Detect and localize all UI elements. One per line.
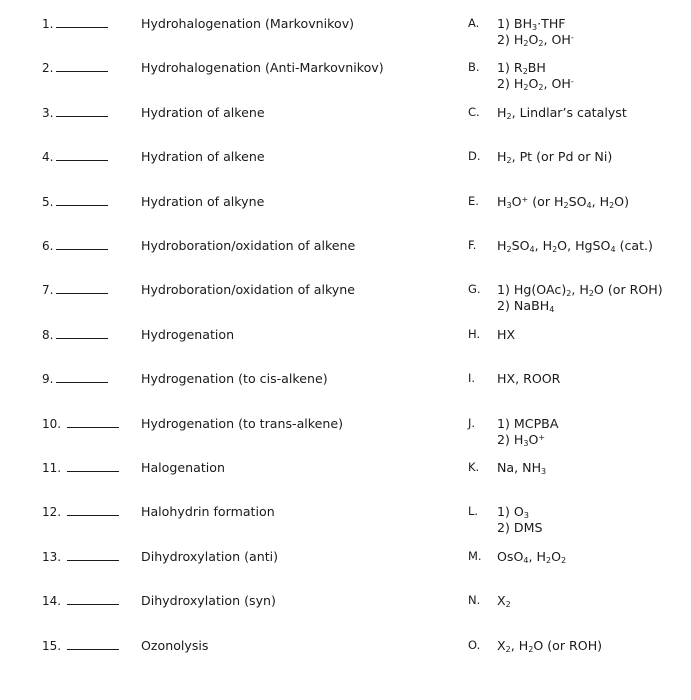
- answer-blank[interactable]: [67, 549, 119, 561]
- option-letter: B.: [468, 60, 480, 75]
- reagent-conditions: [497, 416, 558, 448]
- reagent-line: 2) DMS: [497, 520, 543, 536]
- question-number: 7.: [42, 282, 108, 297]
- option-letter: F.: [468, 238, 477, 252]
- reaction-name: Hydroboration/oxidation of alkene: [141, 238, 356, 253]
- reagent-conditions: [497, 549, 566, 565]
- option-letter: N.: [468, 593, 481, 608]
- answer-blank[interactable]: [67, 638, 119, 650]
- reagent-line: $H_2$, Pt (or Pd or Ni): [497, 149, 613, 166]
- reagent-conditions: [497, 282, 663, 314]
- answer-blank[interactable]: [56, 282, 108, 294]
- option-letter: M.: [468, 548, 482, 563]
- option-letter: H.: [468, 326, 481, 341]
- answer-blank[interactable]: [56, 105, 108, 117]
- option-letter: I.: [468, 371, 476, 386]
- question-number: 6.: [42, 238, 108, 253]
- matching-row: [0, 194, 691, 224]
- answer-blank[interactable]: [56, 371, 108, 383]
- answer-blank[interactable]: [56, 149, 108, 161]
- answer-blank[interactable]: [67, 504, 119, 516]
- answer-blank[interactable]: [67, 460, 119, 472]
- reagent-line: HX, ROOR: [497, 371, 561, 387]
- option-letter: D.: [468, 149, 481, 164]
- reagent-line: $X_2$: [497, 593, 511, 610]
- matching-row: [0, 238, 691, 268]
- reagent-conditions: [497, 593, 511, 609]
- reagent-conditions: [497, 460, 546, 476]
- reaction-name: Dihydroxylation (syn): [141, 593, 276, 609]
- answer-blank[interactable]: [67, 416, 119, 428]
- matching-row: [0, 504, 691, 534]
- reagent-line: $X_2$, $H_2O$ (or ROH): [497, 637, 603, 654]
- reagent-conditions: [497, 149, 612, 165]
- reaction-name: Hydration of alkene: [141, 104, 265, 120]
- matching-row: [0, 460, 691, 490]
- option-letter: A.: [468, 16, 480, 30]
- reagent-conditions: [497, 194, 629, 210]
- matching-row: [0, 327, 691, 357]
- reagent-line: 2) $H_2O_2$, OH-: [497, 32, 574, 48]
- reagent-conditions: [497, 638, 602, 654]
- question-number: 4.: [42, 149, 108, 164]
- option-letter: C.: [468, 104, 480, 119]
- reagent-line: HX: [497, 326, 516, 342]
- answer-blank[interactable]: [56, 327, 108, 339]
- option-letter: K.: [468, 460, 480, 474]
- option-letter: L.: [468, 504, 479, 519]
- matching-row: [0, 105, 691, 135]
- reaction-name: Ozonolysis: [141, 637, 209, 653]
- option-letter: E.: [468, 193, 479, 208]
- question-number: 2.: [42, 60, 108, 75]
- reaction-name: Hydrogenation: [141, 326, 235, 342]
- reagent-conditions: [497, 105, 627, 121]
- reaction-name: Halohydrin formation: [141, 504, 275, 520]
- reagent-conditions: [497, 16, 574, 48]
- reagent-conditions: [497, 60, 574, 92]
- reagent-line: 1) MCPBA: [497, 415, 559, 431]
- matching-row: [0, 371, 691, 401]
- question-number: 13.: [42, 549, 119, 564]
- reagent-line: 1) $R_2BH$: [497, 60, 546, 77]
- question-number: 8.: [42, 327, 108, 342]
- answer-blank[interactable]: [56, 194, 108, 206]
- reagent-line: $H_3O^+$ (or $H_2SO_4$, $H_2O$): [497, 193, 629, 210]
- answer-blank[interactable]: [56, 60, 108, 72]
- reagent-conditions: [497, 327, 515, 343]
- reagent-conditions: [497, 504, 543, 536]
- matching-row: [0, 282, 691, 315]
- answer-blank[interactable]: [67, 593, 119, 605]
- reaction-name: Hydration of alkene: [141, 149, 265, 165]
- reagent-line: 1) $BH_3\cdot THF$: [497, 16, 566, 32]
- reaction-name: Halogenation: [141, 460, 225, 475]
- question-number: 14.: [42, 593, 119, 608]
- matching-row: [0, 60, 691, 93]
- reagent-line: 2) $H_3O^+$: [497, 431, 546, 448]
- reagent-conditions: [497, 238, 653, 254]
- reaction-name: Hydrohalogenation (Markovnikov): [141, 16, 355, 31]
- option-letter: J.: [468, 415, 476, 430]
- question-number: 10.: [42, 416, 119, 431]
- reagent-line: $H_2$, Lindlar’s catalyst: [497, 104, 627, 121]
- matching-row: [0, 16, 691, 46]
- answer-blank[interactable]: [56, 238, 108, 250]
- matching-row: [0, 638, 691, 668]
- reaction-name: Hydrohalogenation (Anti-Markovnikov): [141, 60, 384, 76]
- option-letter: G.: [468, 282, 481, 297]
- reagent-line: 2) $H_2O_2$, OH-: [497, 76, 574, 93]
- question-number: 12.: [42, 504, 119, 519]
- reagent-line: Na, $NH_3$: [497, 460, 547, 476]
- reaction-name: Dihydroxylation (anti): [141, 548, 279, 564]
- question-number: 9.: [42, 371, 108, 386]
- answer-blank[interactable]: [56, 16, 108, 28]
- matching-row: [0, 149, 691, 179]
- reaction-name: Hydroboration/oxidation of alkyne: [141, 282, 355, 298]
- question-number: 11.: [42, 460, 119, 475]
- question-number: 15.: [42, 638, 119, 653]
- matching-row: [0, 416, 691, 446]
- matching-row: [0, 549, 691, 579]
- reagent-line: $H_2SO_4$, $H_2O$, HgSO$_4$ (cat.): [497, 238, 653, 254]
- matching-row: [0, 593, 691, 623]
- reagent-line: OsO$_4$, $H_2O_2$: [497, 548, 567, 565]
- reagent-conditions: [497, 371, 560, 387]
- option-letter: O.: [468, 637, 481, 652]
- question-number: 5.: [42, 194, 108, 209]
- reaction-name: Hydrogenation (to trans-alkene): [141, 415, 344, 431]
- reagent-line: 2) NaBH$_4$: [497, 298, 555, 315]
- reagent-line: 1) $Hg(OAc)_2$, $H_2O$ (or ROH): [497, 282, 663, 299]
- question-number: 1.: [42, 16, 108, 31]
- reaction-name: Hydration of alkyne: [141, 193, 265, 209]
- reagent-line: 1) $O_3$: [497, 504, 529, 521]
- reaction-name: Hydrogenation (to cis-alkene): [141, 371, 328, 387]
- question-number: 3.: [42, 105, 108, 120]
